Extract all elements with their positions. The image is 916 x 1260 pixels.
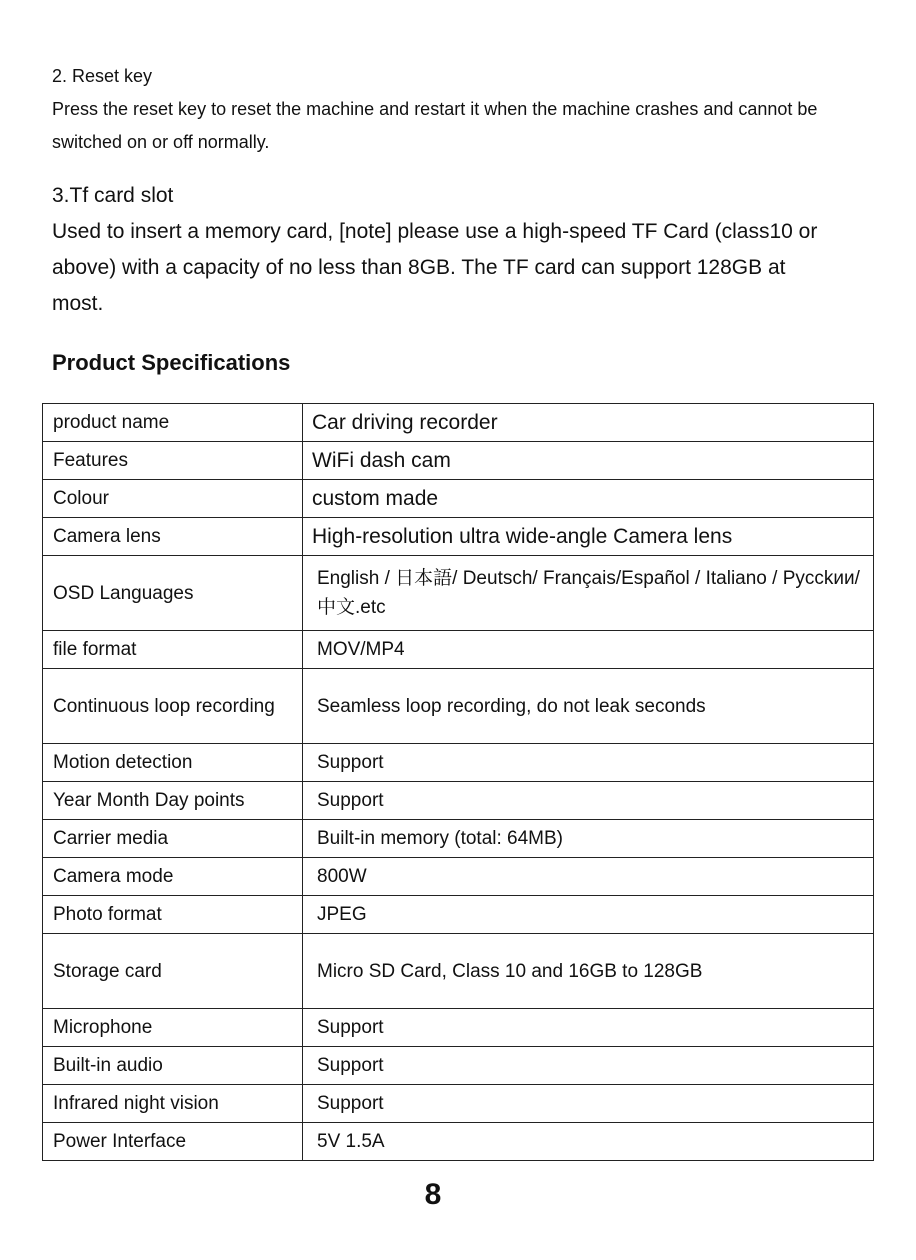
spec-label: Continuous loop recording — [43, 669, 303, 744]
spec-value: JPEG — [303, 896, 874, 934]
page-number: 8 — [424, 1178, 442, 1211]
spec-label: Photo format — [43, 896, 303, 934]
spec-label: Colour — [43, 480, 303, 518]
spec-value: Support — [303, 1047, 874, 1085]
spec-value: 5V 1.5A — [303, 1123, 874, 1161]
table-row — [43, 782, 874, 820]
table-row — [43, 1123, 874, 1161]
spec-value: Built-in memory (total: 64MB) — [303, 820, 874, 858]
tf-card-slot-description: Used to insert a memory card, [note] please use a high-speed TF Card (class10 or above) with a capacity of no less than 8GB. The TF card can support 128GB at most. — [52, 220, 818, 315]
table-row — [43, 556, 874, 631]
table-row — [43, 858, 874, 896]
spec-label: Camera mode — [43, 858, 303, 896]
spec-label: Features — [43, 442, 303, 480]
spec-label: file format — [43, 631, 303, 669]
tf-card-slot-section — [52, 178, 842, 322]
spec-label: OSD Languages — [43, 556, 303, 631]
spec-value: Micro SD Card, Class 10 and 16GB to 128GB — [303, 934, 874, 1009]
table-row — [43, 404, 874, 442]
spec-value: Car driving recorder — [303, 404, 874, 442]
tf-card-slot-title: 3.Tf card slot — [52, 184, 174, 207]
spec-label: Storage card — [43, 934, 303, 1009]
table-row — [43, 896, 874, 934]
table-row — [43, 744, 874, 782]
spec-value: Support — [303, 1085, 874, 1123]
spec-label: Microphone — [43, 1009, 303, 1047]
table-row — [43, 820, 874, 858]
spec-value: 800W — [303, 858, 874, 896]
spec-value: WiFi dash cam — [303, 442, 874, 480]
spec-label: Built-in audio — [43, 1047, 303, 1085]
spec-label: product name — [43, 404, 303, 442]
table-row — [43, 1047, 874, 1085]
table-row — [43, 631, 874, 669]
spec-value: High-resolution ultra wide-angle Camera lens — [303, 518, 874, 556]
spec-label: Camera lens — [43, 518, 303, 556]
table-row — [43, 934, 874, 1009]
spec-value: custom made — [303, 480, 874, 518]
spec-label: Infrared night vision — [43, 1085, 303, 1123]
reset-key-section — [52, 60, 842, 159]
spec-value: Support — [303, 1009, 874, 1047]
table-row — [43, 1009, 874, 1047]
spec-label: Motion detection — [43, 744, 303, 782]
table-row — [43, 1085, 874, 1123]
table-row — [43, 442, 874, 480]
specs-table — [42, 403, 874, 1161]
reset-key-description: Press the reset key to reset the machine and restart it when the machine crashes and cannot be switched on or off normally. — [52, 99, 818, 152]
reset-key-title: 2. Reset key — [52, 66, 153, 86]
spec-label: Power Interface — [43, 1123, 303, 1161]
table-row — [43, 669, 874, 744]
specs-heading: Product Specifications — [52, 350, 291, 375]
spec-value: MOV/MP4 — [303, 631, 874, 669]
table-row — [43, 480, 874, 518]
spec-value: Support — [303, 744, 874, 782]
spec-label: Carrier media — [43, 820, 303, 858]
table-row — [43, 518, 874, 556]
spec-value: Support — [303, 782, 874, 820]
spec-value: Seamless loop recording, do not leak seconds — [303, 669, 874, 744]
spec-label: Year Month Day points — [43, 782, 303, 820]
spec-value: English / 日本語/ Deutsch/ Français/Español / Italiano / Pycckии/ 中文.etc — [303, 556, 874, 631]
